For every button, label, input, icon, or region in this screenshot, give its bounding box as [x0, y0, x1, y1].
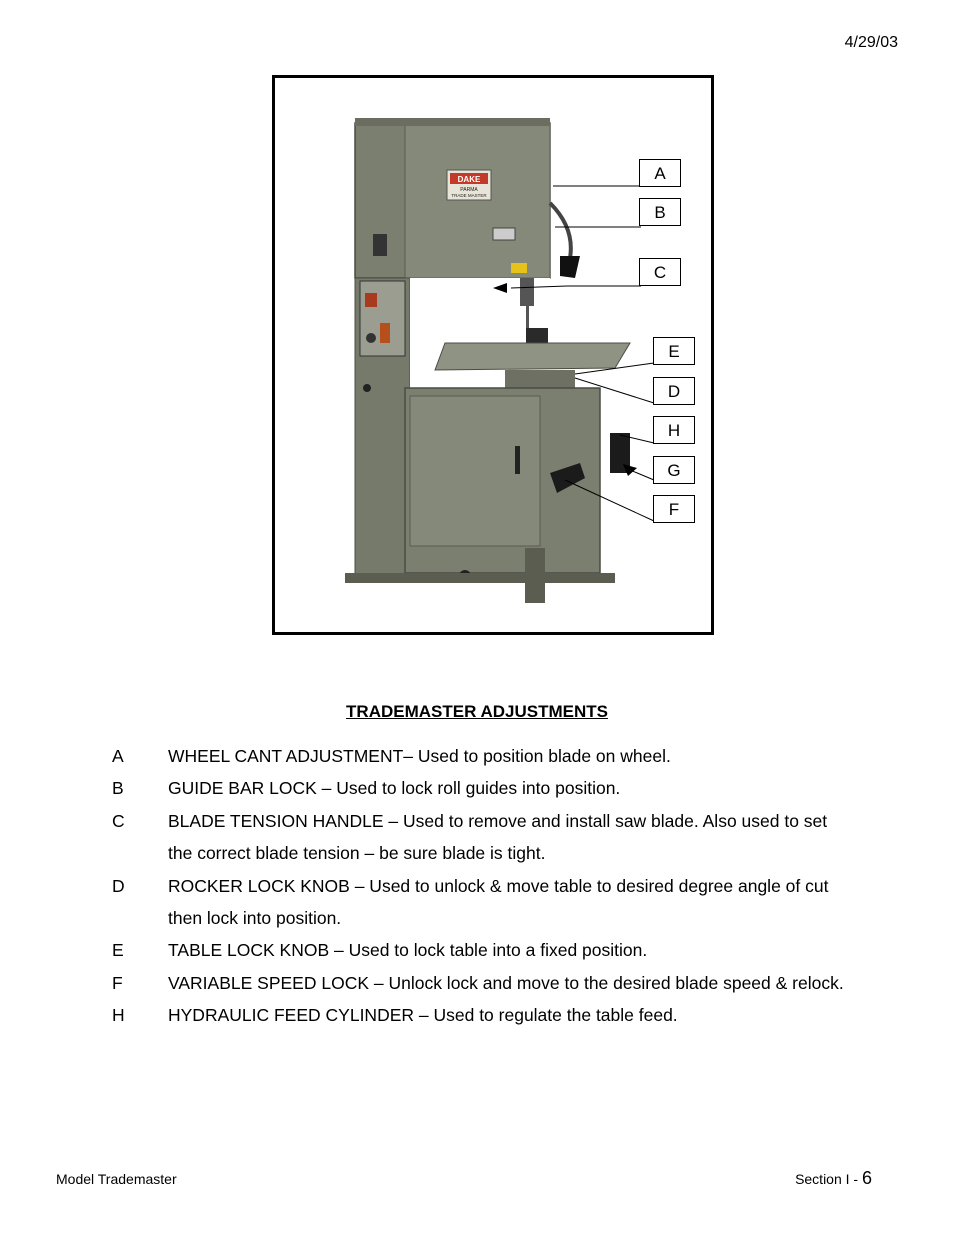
lamp-head — [560, 256, 580, 278]
footer-section — [760, 1168, 872, 1189]
callout-e: E — [653, 337, 695, 365]
item-text: HYDRAULIC FEED CYLINDER – Used to regulate the table feed. — [168, 1005, 678, 1026]
control-red — [365, 293, 377, 307]
item-text: GUIDE BAR LOCK – Used to lock roll guides into position. — [168, 778, 621, 799]
page-date: 4/29/03 — [844, 34, 898, 51]
callout-g: G — [653, 456, 695, 484]
item-letter: A — [112, 746, 124, 766]
nameplate — [493, 228, 515, 240]
callout-a: A — [639, 159, 681, 187]
logo-sub2: TRADE MASTER — [451, 193, 487, 198]
callout-h: H — [653, 416, 695, 444]
callout-d: D — [653, 377, 695, 405]
item-text: VARIABLE SPEED LOCK – Unlock lock and move to the desired blade speed & relock. — [168, 972, 844, 993]
control-panel — [360, 281, 405, 356]
list-item — [112, 999, 852, 1031]
item-text: ROCKER LOCK KNOB – Used to unlock & move table to desired degree angle of cut then lock into position. — [168, 875, 829, 929]
item-letter: H — [112, 1005, 125, 1026]
machine-base — [345, 573, 615, 583]
item-text: WHEEL CANT ADJUSTMENT– Used to position blade on wheel. — [168, 746, 671, 766]
list-item — [112, 870, 852, 935]
table-trunnion — [505, 370, 575, 390]
callout-c: C — [639, 258, 681, 286]
top-rim — [355, 118, 550, 126]
switch-box — [373, 234, 387, 256]
door-handle — [515, 446, 520, 474]
item-text: BLADE TENSION HANDLE – Used to remove and install saw blade. Also used to set the correct blade tension – be sure blade is tight. — [168, 810, 828, 864]
list-item — [112, 967, 852, 999]
lamp-arm — [550, 203, 571, 258]
item-letter: B — [112, 778, 124, 799]
section-title: TRADEMASTER ADJUSTMENTS — [346, 702, 608, 721]
bandsaw-figure — [272, 75, 714, 635]
knob — [363, 384, 371, 392]
list-item — [112, 934, 852, 966]
upper-guide — [520, 278, 534, 306]
item-letter: C — [112, 810, 125, 831]
logo-sub1: PARMA — [460, 187, 478, 193]
callout-b: B — [639, 198, 681, 226]
list-item — [112, 740, 852, 772]
item-letter: E — [112, 940, 124, 961]
cabinet-door — [410, 396, 540, 546]
item-letter: D — [112, 875, 125, 896]
logo-brand: DAKE — [457, 175, 481, 184]
adjustments-list — [112, 740, 852, 1032]
control-knob — [366, 333, 376, 343]
item-text: TABLE LOCK KNOB – Used to lock table into a fixed position. — [168, 940, 648, 961]
warning-label — [511, 263, 527, 273]
item-letter: F — [112, 972, 123, 993]
footer-section-label: Section I - — [795, 1171, 862, 1187]
callout-f: F — [653, 495, 695, 523]
page-number: 6 — [861, 1168, 872, 1188]
footer-model: Model Trademaster — [56, 1171, 177, 1187]
list-item — [112, 772, 852, 804]
work-table — [435, 343, 630, 370]
foot-pedal — [525, 548, 545, 603]
list-item — [112, 805, 852, 870]
control-orange — [380, 323, 390, 343]
